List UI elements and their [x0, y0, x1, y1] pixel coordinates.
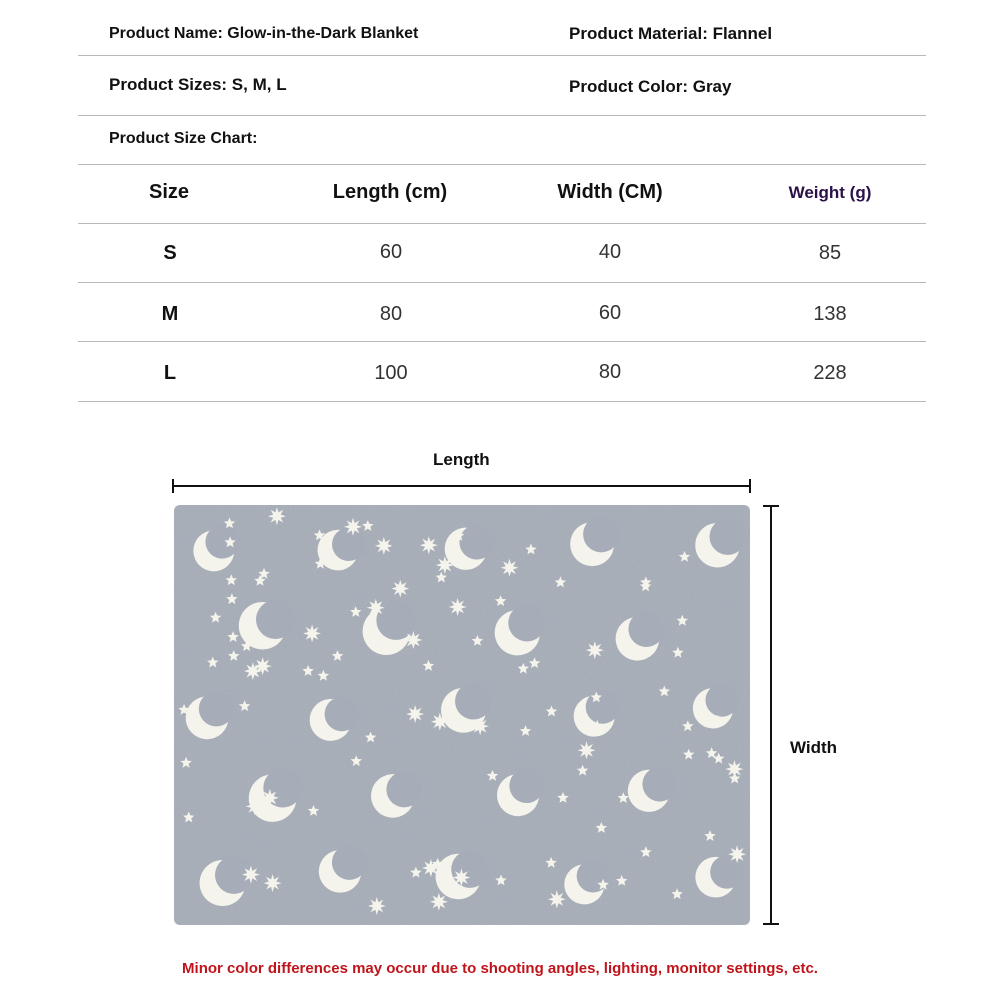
product-material: Product Material: Flannel	[569, 24, 773, 43]
table-cell-width: 80	[598, 361, 622, 383]
table-header-length: Length (cm)	[332, 181, 448, 203]
size-chart-label: Product Size Chart:	[109, 130, 258, 147]
divider	[78, 223, 926, 224]
divider	[78, 401, 926, 402]
width-dimension-line	[763, 505, 779, 925]
star-icon	[586, 641, 604, 659]
table-cell-size: M	[161, 303, 179, 325]
table-cell-length: 80	[379, 303, 403, 325]
length-label: Length	[433, 450, 490, 469]
product-sizes: Product Sizes: S, M, L	[109, 75, 287, 94]
length-dimension-line	[172, 479, 751, 493]
product-name: Product Name: Glow-in-the-Dark Blanket	[109, 25, 419, 42]
product-color: Product Color: Gray	[569, 77, 732, 96]
table-cell-length: 100	[374, 362, 408, 384]
divider	[78, 164, 926, 165]
color-disclaimer: Minor color differences may occur due to shooting angles, lighting, monitor settings, etc.	[182, 960, 818, 977]
table-header-size: Size	[148, 181, 190, 203]
table-cell-size: L	[163, 362, 177, 384]
width-label: Width	[790, 738, 838, 757]
table-cell-width: 40	[598, 241, 622, 263]
table-cell-weight: 228	[813, 362, 847, 384]
table-cell-weight: 85	[818, 242, 842, 264]
table-header-width: Width (CM)	[557, 181, 663, 203]
divider	[78, 341, 926, 342]
divider	[78, 55, 926, 56]
blanket-image	[174, 505, 750, 925]
table-header-weight: Weight (g)	[788, 183, 872, 202]
divider	[78, 115, 926, 116]
divider	[78, 282, 926, 283]
table-cell-width: 60	[598, 302, 622, 324]
table-cell-weight: 138	[813, 303, 847, 325]
table-cell-length: 60	[379, 241, 403, 263]
table-cell-size: S	[163, 242, 177, 264]
